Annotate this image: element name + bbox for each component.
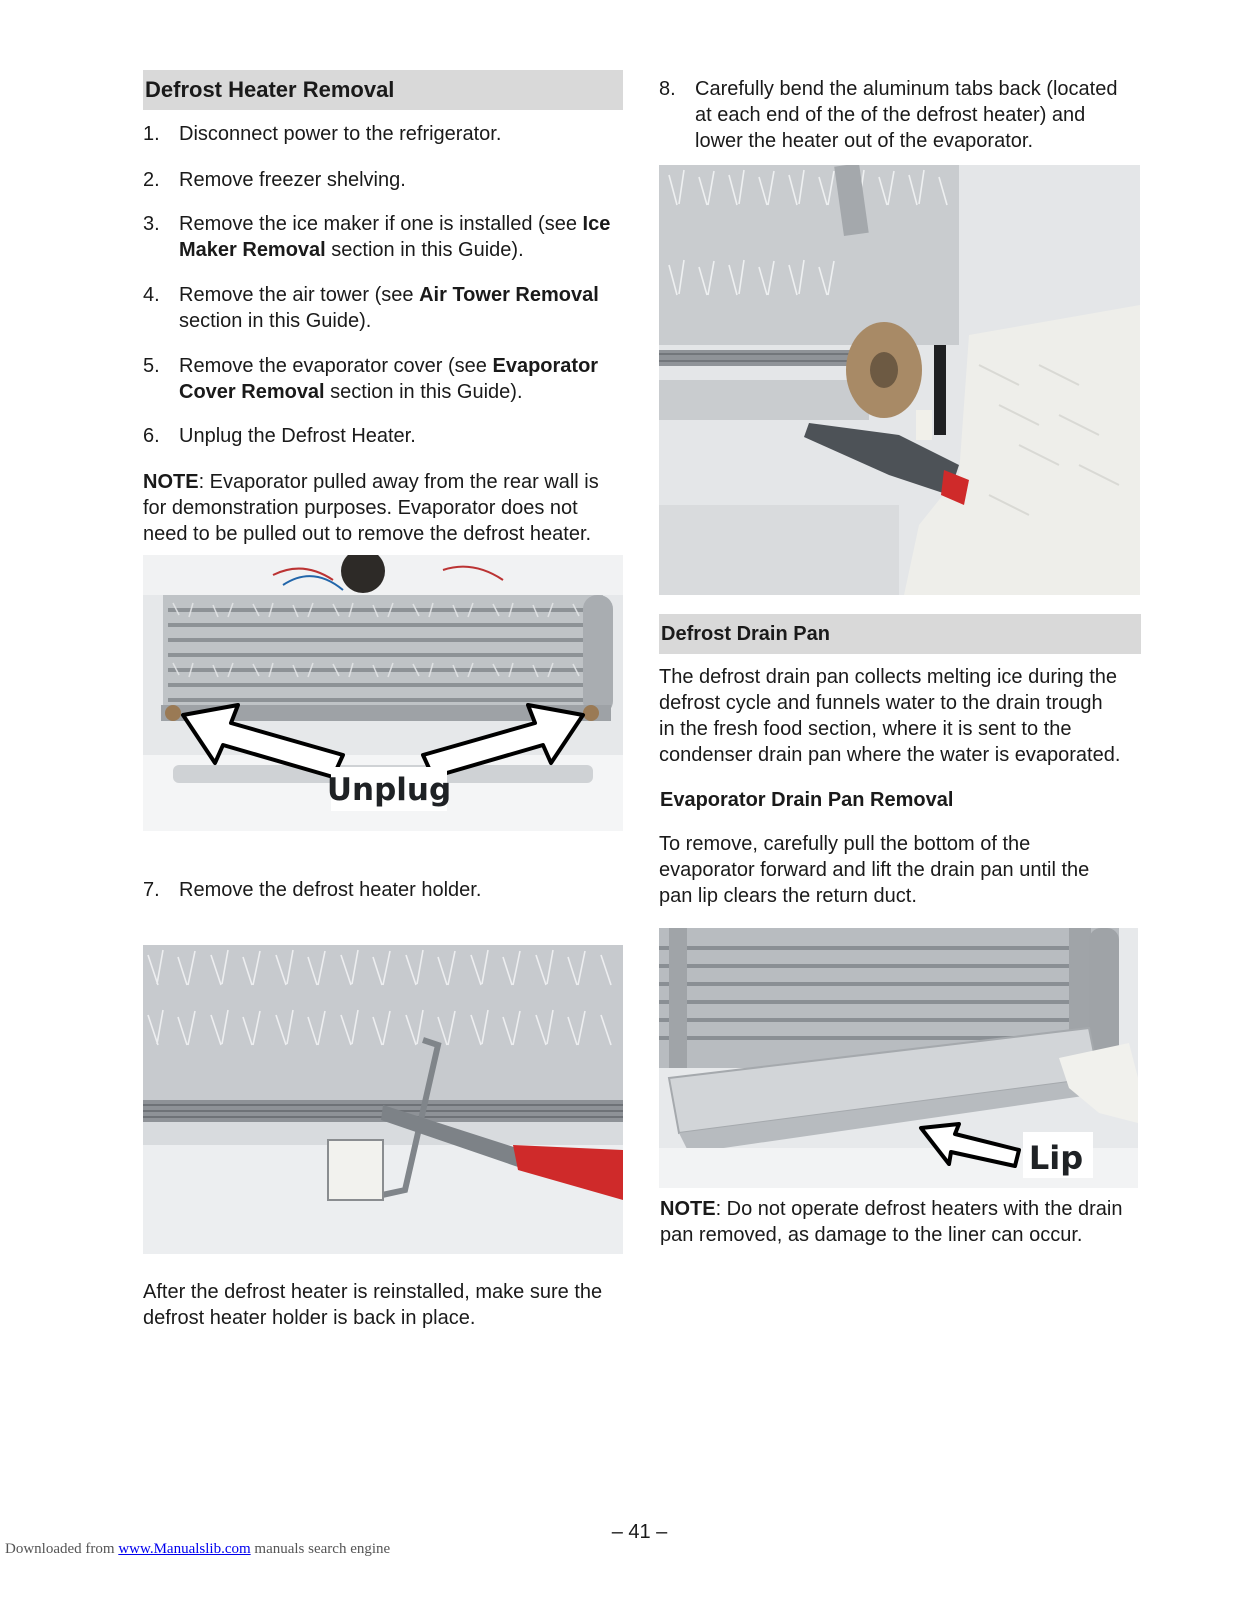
paragraph-line: in the fresh food section, where it is sent to the (659, 718, 1072, 740)
step-text: section in this Guide). (324, 381, 523, 403)
photo-bend-aluminum-tabs (659, 165, 1140, 595)
step-5 (143, 353, 623, 405)
step-number: 5. (143, 355, 160, 377)
paragraph-line: condenser drain pan where the water is evaporated. (659, 744, 1121, 766)
step-number: 7. (143, 879, 160, 901)
step-3 (143, 211, 623, 263)
note-text: : Evaporator pulled away from the rear wall is (198, 471, 599, 493)
step-bold-ref: Ice (582, 213, 611, 235)
step-text: section in this Guide). (179, 310, 372, 332)
section-header-text: Defrost Heater Removal (145, 77, 395, 102)
page-number: – 41 – (611, 1521, 668, 1543)
step-text: Disconnect power to the refrigerator. (179, 123, 502, 145)
download-suffix: manuals search engine (250, 1541, 391, 1557)
step-8 (659, 76, 1141, 156)
step-text: Carefully bend the aluminum tabs back (located (695, 78, 1118, 100)
step-number: 8. (659, 78, 676, 100)
paragraph-line: defrost cycle and funnels water to the drain trough (659, 692, 1103, 714)
after-reinstall-note (143, 1279, 623, 1331)
note-text: pan removed, as damage to the liner can occur. (660, 1224, 1083, 1246)
step-text: Remove the evaporator cover (see (179, 355, 493, 377)
paragraph-line: evaporator forward and lift the drain pan until the (659, 859, 1090, 881)
note-label: NOTE (143, 471, 199, 493)
note-drain-pan (660, 1196, 1142, 1248)
photo-label-lip: Lip (1028, 1139, 1084, 1177)
drain-pan-description (659, 664, 1141, 768)
subheader-evaporator-drain-pan-removal: Evaporator Drain Pan Removal (660, 789, 954, 811)
download-footer (5, 1541, 390, 1558)
step-number: 2. (143, 169, 160, 191)
step-number: 4. (143, 284, 160, 306)
step-bold-ref: Evaporator (492, 355, 599, 377)
note-text: need to be pulled out to remove the defrost heater. (143, 523, 592, 545)
step-4 (143, 282, 623, 334)
photo-evaporator-unplug (143, 555, 623, 831)
photo-defrost-heater-holder (143, 945, 623, 1254)
step-bold-ref: Air Tower Removal (419, 284, 599, 306)
step-text: Unplug the Defrost Heater. (179, 425, 416, 447)
step-number: 6. (143, 425, 160, 447)
photo-label-unplug: Unplug (326, 772, 452, 808)
section-header-text: Defrost Drain Pan (661, 622, 830, 645)
paragraph-line: pan lip clears the return duct. (659, 885, 917, 907)
note-evaporator (143, 469, 623, 547)
note-label: NOTE (660, 1198, 716, 1220)
manualslib-link[interactable]: www.Manualslib.com (118, 1541, 251, 1557)
step-text: lower the heater out of the evaporator. (695, 130, 1033, 152)
step-text: Remove the air tower (see (179, 284, 420, 306)
step-number: 1. (143, 123, 160, 145)
paragraph-line: After the defrost heater is reinstalled, make sure the (143, 1281, 603, 1303)
step-text: Remove the defrost heater holder. (179, 879, 482, 901)
paragraph-line: defrost heater holder is back in place. (143, 1307, 476, 1329)
download-prefix: Downloaded from (5, 1541, 119, 1557)
step-text: section in this Guide). (325, 239, 524, 261)
step-text: at each end of the of the defrost heater) and (695, 104, 1086, 126)
paragraph-line: The defrost drain pan collects melting ice during the (659, 666, 1118, 688)
note-text: for demonstration purposes. Evaporator does not (143, 497, 578, 519)
section-header-defrost-heater-removal (143, 70, 623, 110)
step-bold-ref: Maker Removal (179, 239, 326, 261)
step-number: 3. (143, 213, 160, 235)
paragraph-line: To remove, carefully pull the bottom of the (659, 833, 1031, 855)
section-header-defrost-drain-pan (659, 614, 1141, 654)
note-text: : Do not operate defrost heaters with the drain (715, 1198, 1123, 1220)
step-bold-ref: Cover Removal (179, 381, 325, 403)
drain-pan-removal-instructions (659, 831, 1141, 909)
step-text: Remove freezer shelving. (179, 169, 406, 191)
step-text: Remove the ice maker if one is installed (see (179, 213, 583, 235)
photo-drain-pan-lip (659, 928, 1138, 1188)
